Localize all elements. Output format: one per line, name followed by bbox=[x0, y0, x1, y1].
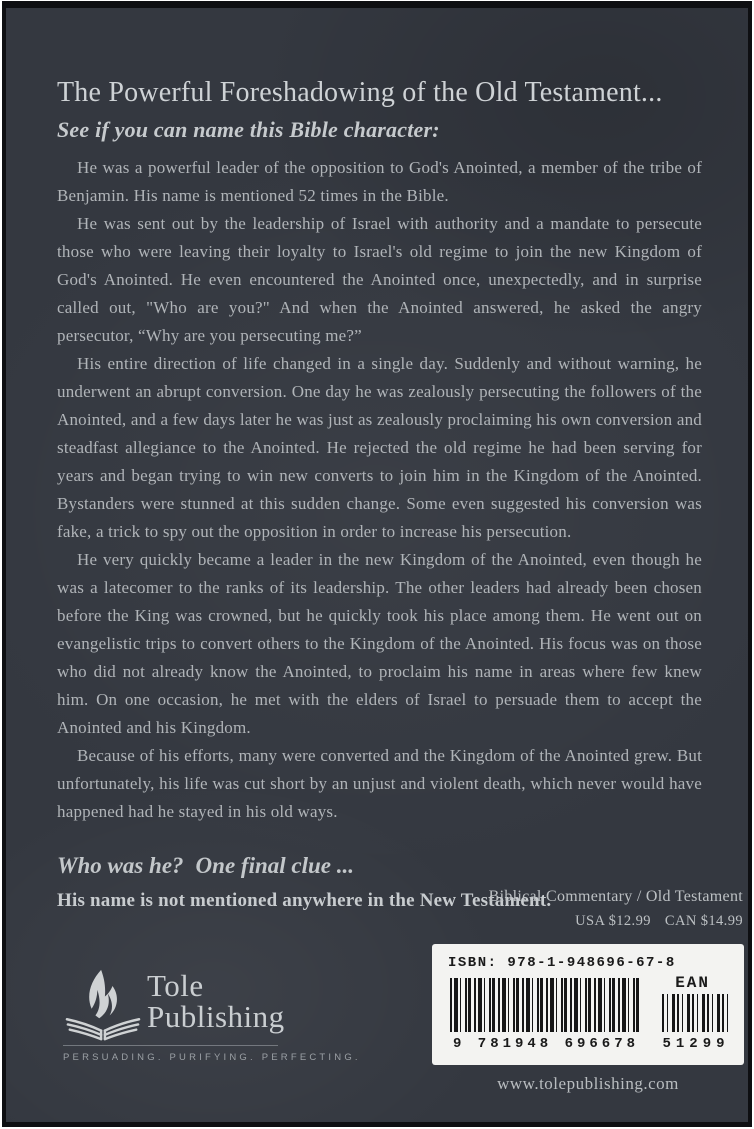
cover-body-copy bbox=[57, 154, 702, 826]
category-label: Biblical Commentary / Old Testament bbox=[488, 888, 743, 905]
paragraph-4: He very quickly became a leader in the new Kingdom of the Anointed, even though he was a latecomer to the ranks of its leadership. The other leaders had already been chosen before the King was crowned, but he quickly took his place among them. He went out on evangelistic trips to convert others to the Kingdom of the Anointed. His focus was on those who did not already know the Anointed, to proclaim his name in areas where few knew him. On one occasion, he met with the elders of Israel to persuade them to accept the Anointed and his Kingdom. bbox=[57, 549, 702, 737]
publisher-wordmark bbox=[147, 970, 285, 1032]
barcode-addon-digits: 51299 bbox=[662, 1036, 730, 1052]
cover-title: The Powerful Foreshadowing of the Old Testament... bbox=[57, 77, 663, 108]
category-price-block bbox=[489, 888, 743, 930]
paragraph-3: His entire direction of life changed in a single day. Suddenly and without warning, he underwent an abrupt conversion. One day he was zealously persecuting the followers of the Anointed, and a few days later he was just as zealously proclaiming his own conversion and steadfast allegiance to the Anointed. He rejected the old regime he had been serving for years and began trying to win new converts to join him in the Kingdom of the Anointed. Bystanders were stunned at this sudden change. Some even suggested his conversion was fake, a trick to spy out the opposition in order to increase his persecution. bbox=[57, 353, 702, 541]
paragraph-2: He was sent out by the leadership of Israel with authority and a mandate to persecute those who were leaving their loyalty to Israel's old regime to join the new Kingdom of God's Anointed. He even encountered the Anointed once, unexpectedly, and in surprise called out, "Who are you?" And when the Anointed answered, he asked the angry persecutor, “Why are you persecuting me?” bbox=[57, 213, 702, 345]
flame-book-logo-icon bbox=[63, 968, 143, 1042]
publisher-website: www.tolepublishing.com bbox=[497, 1074, 679, 1093]
barcode-addon-bars bbox=[662, 994, 728, 1032]
publisher-logo bbox=[63, 968, 361, 1063]
cover-text-block bbox=[57, 76, 702, 912]
ean-label: EAN bbox=[675, 974, 710, 992]
publisher-tagline: PERSUADING. PURIFYING. PERFECTING. bbox=[63, 1052, 361, 1063]
price-line bbox=[489, 913, 743, 930]
price-can: CAN $14.99 bbox=[664, 913, 743, 929]
publisher-name-line2: Publishing bbox=[147, 999, 285, 1034]
final-clue: His name is not mentioned anywhere in the New Testament. bbox=[57, 889, 552, 911]
isbn-number: ISBN: 978-1-948696-67-8 bbox=[448, 955, 676, 971]
publisher-name-line1: Tole bbox=[147, 968, 204, 1003]
cover-subtitle: See if you can name this Bible character: bbox=[57, 116, 440, 142]
clue-question: Who was he? bbox=[57, 852, 184, 878]
price-usa: USA $12.99 bbox=[575, 913, 651, 929]
clue-line bbox=[57, 853, 702, 879]
barcode-main-digits: 9 781948 696678 bbox=[452, 1036, 640, 1052]
barcode-main-bars bbox=[450, 978, 642, 1032]
paragraph-5: Because of his efforts, many were converted and the Kingdom of the Anointed grew. But unfortunately, his life was cut short by an unjust and violent death, which never would have happened had he stayed in his old ways. bbox=[57, 745, 702, 821]
paragraph-1: He was a powerful leader of the opposition to God's Anointed, a member of the tribe of Benjamin. His name is mentioned 52 times in the Bible. bbox=[57, 157, 702, 205]
barcode-panel bbox=[432, 944, 744, 1065]
clue-rest: One final clue ... bbox=[195, 852, 354, 878]
logo-divider-rule bbox=[63, 1045, 278, 1046]
